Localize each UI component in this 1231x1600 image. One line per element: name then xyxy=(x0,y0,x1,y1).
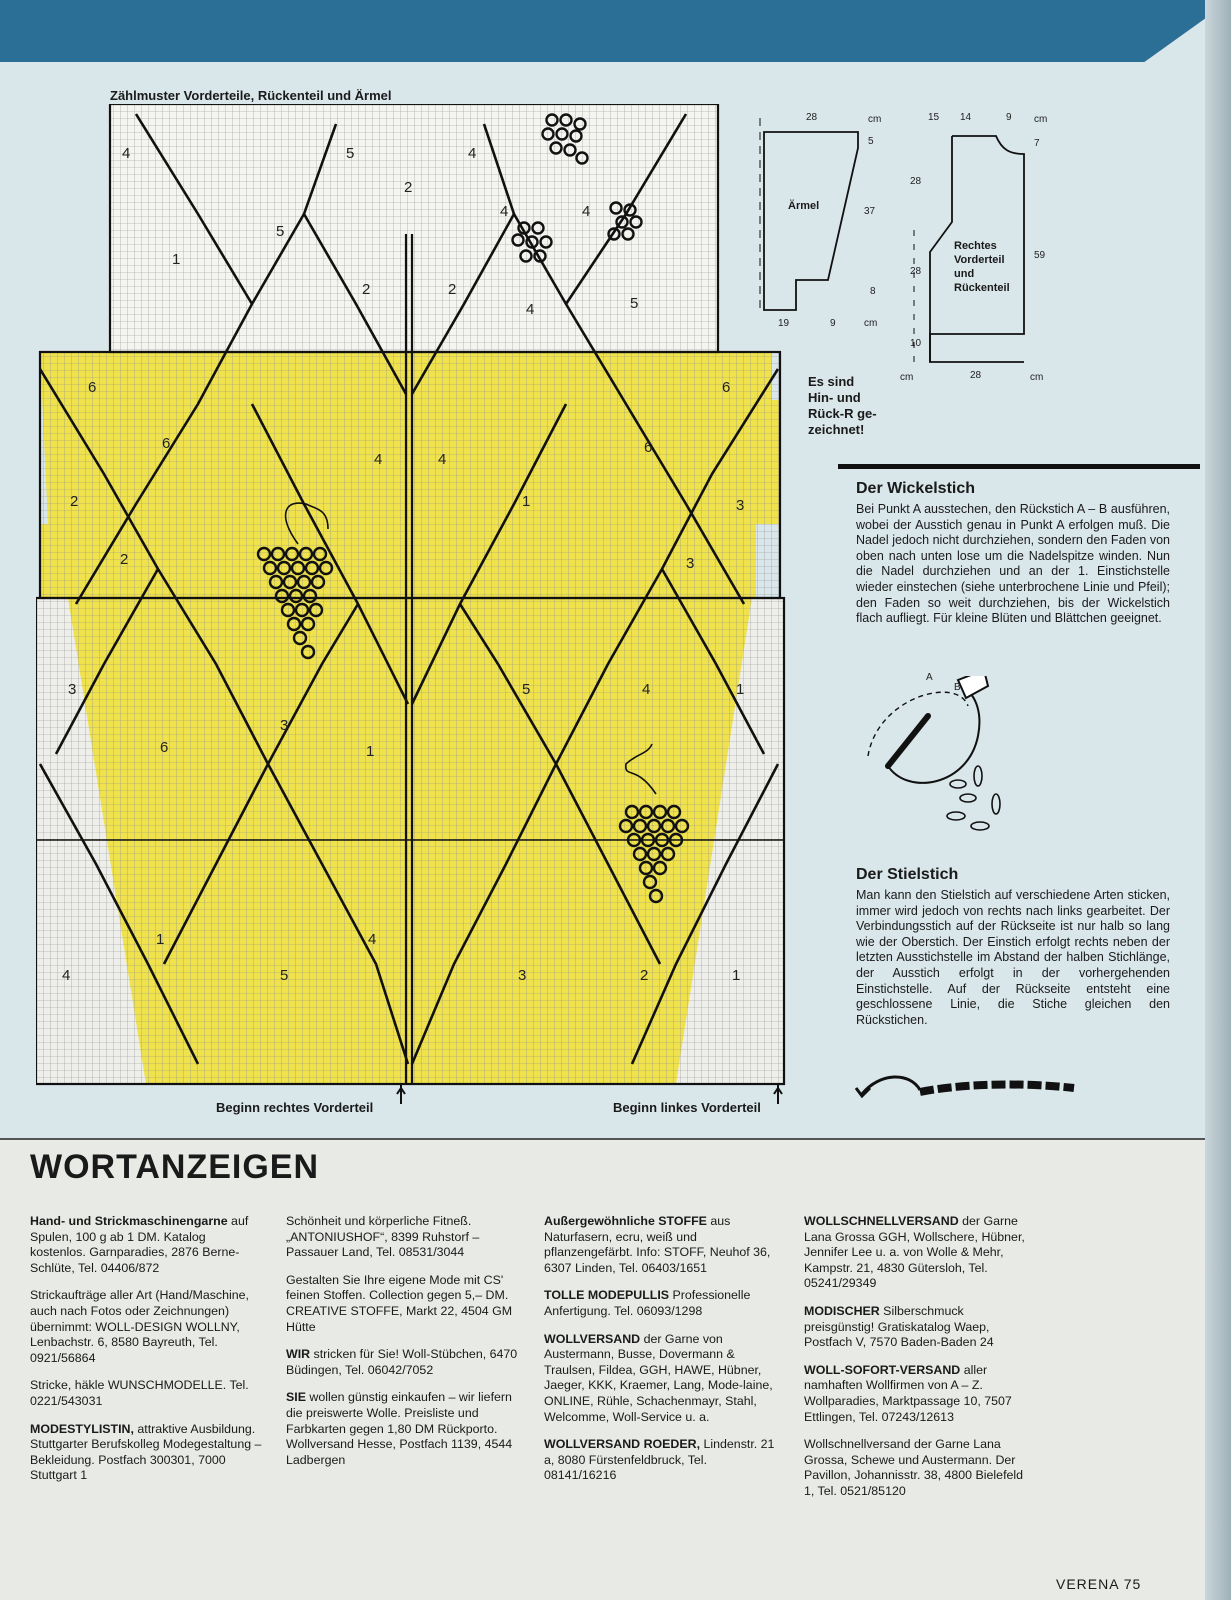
sleeve-dim: 8 xyxy=(870,286,876,297)
wickelstich-title: Der Wickelstich xyxy=(856,480,976,497)
sleeve-dim: 9 xyxy=(830,318,836,329)
sleeve-dim: 28 xyxy=(806,112,818,123)
note-line: Hin- und xyxy=(808,390,861,405)
front-back-dim: 10 xyxy=(910,338,922,349)
grid-number: 1 xyxy=(156,931,165,948)
grid-number: 4 xyxy=(526,301,535,318)
grid-number: 4 xyxy=(642,681,651,698)
knitting-chart xyxy=(36,104,792,1104)
grid-number: 4 xyxy=(468,145,477,162)
classified-ad: Gestalten Sie Ihre eigene Mode mit CS' feinen Stoffen. Collection gegen 5,– DM. CREATIVE STOFFE, Markt 22, 4504 GM Hütte xyxy=(286,1272,513,1334)
grid-number: 5 xyxy=(346,145,355,162)
sleeve-schematic xyxy=(758,110,898,340)
grid-number: 4 xyxy=(374,451,383,468)
chart-title: Zählmuster Vorderteile, Rückenteil und Ärmel xyxy=(110,88,392,103)
label-begin-right-front: Beginn rechtes Vorderteil xyxy=(216,1100,374,1115)
grid-number: 2 xyxy=(362,281,371,298)
grid-number: 2 xyxy=(120,551,129,568)
sleeve-outline xyxy=(758,110,898,340)
grid-number: 3 xyxy=(686,555,695,572)
front-back-label: Rückenteil xyxy=(954,282,1010,294)
grid-number: 3 xyxy=(280,717,289,734)
grid-number: 4 xyxy=(500,203,509,220)
stielstich-text: Man kann den Stielstich auf verschiedene Arten sticken, immer wird jedoch von rechts nach links gearbeitet. Der Verbindungsstich auf der Rückseite ist nur halb so lang wie der Oberstich. Der Einstich erfolgt rechts neben der letzten Ausstichstelle im Abstand der halben Stichlänge, der Ausstich erfolgt in der vorhergehenden Einstichstelle. Auf der Rückseite entsteht eine geschlossene Linie, die Stiche gleichen den Rückstichen. xyxy=(856,888,1170,1027)
sleeve-label: Ärmel xyxy=(788,200,820,212)
grid-number: 6 xyxy=(162,435,171,452)
front-back-label: Vorderteil xyxy=(954,254,1005,266)
grid-number: 5 xyxy=(630,295,639,312)
grid-number: 3 xyxy=(68,681,77,698)
wickelstich-illustration xyxy=(858,672,1058,856)
front-back-dim: 14 xyxy=(960,112,972,123)
grid-number: 1 xyxy=(522,493,531,510)
classified-ad: Wollschnellversand der Garne Lana Grossa, Schewe und Austermann. Der Pavillon, Johannisstr. 38, 4800 Bielefeld 1, Tel. 0521/85120 xyxy=(804,1437,1024,1498)
classified-ad: TOLLE MODEPULLIS Professionelle Anfertigung. Tel. 06093/1298 xyxy=(544,1288,751,1318)
grid-number: 6 xyxy=(644,439,653,456)
front-back-dim: 28 xyxy=(970,370,982,381)
front-back-dim: 28 xyxy=(910,176,922,187)
ads-column-3 xyxy=(544,1214,776,1496)
sleeve-dim: cm xyxy=(864,318,878,329)
top-color-band xyxy=(0,0,1231,62)
grid-number: 3 xyxy=(518,967,527,984)
note-line: Rück-R ge- xyxy=(808,406,877,421)
classified-ad: WOLL-SOFORT-VERSAND aller namhaften Wollfirmen von A – Z. Wollparadies, Marktpassage 10, 7507 Ettlingen, Tel. 07243/12613 xyxy=(804,1362,1012,1424)
grid-number: 4 xyxy=(62,967,71,984)
front-back-dim: 15 xyxy=(928,112,940,123)
ads-column-1 xyxy=(30,1214,262,1496)
stielstich-illustration xyxy=(850,1066,1090,1116)
classified-ad: Strickaufträge aller Art (Hand/Maschine, auch nach Fotos oder Zeichnungen) übernimmt: WOLL-DESIGN WOLLNY, Lenbachstr. 6, 8580 Bayreuth, Tel. 0921/56864 xyxy=(30,1288,249,1365)
grid-number: 5 xyxy=(276,223,285,240)
classified-ad: Außergewöhnliche STOFFE aus Naturfasern, ecru, weiß und pflanzengefärbt. Info: STOFF, Neuhof 36, 6307 Linden, Tel. 06403/1651 xyxy=(544,1214,771,1275)
classified-ad: WIR stricken für Sie! Woll-Stübchen, 6470 Büdingen, Tel. 06042/7052 xyxy=(286,1347,518,1377)
classified-ad: MODISCHER Silberschmuck preisgünstig! Gratiskatalog Waep, Postfach V, 7570 Baden-Baden 24 xyxy=(804,1303,994,1350)
grid-number: 1 xyxy=(732,967,741,984)
grid-number: 1 xyxy=(366,743,375,760)
wickelstich-text: Bei Punkt A ausstechen, den Rückstich A – B ausführen, wobei der Ausstich genau in Punkt A erfolgen muß. Die Nadel jedoch nicht durchziehen, sondern den Faden von oben nach unten lose um die Nadelspitze winden. Nun die Nadel durchziehen und an der 1. Einstichstelle wieder einstechen (siehe unterbrochene Linie und Pfeil); den Faden so weit durchziehen, bis der Wickelstich flach aufliegt. Für kleine Blüten und Blättchen geeignet. xyxy=(856,502,1170,626)
sleeve-dim: 19 xyxy=(778,318,790,329)
note-line: Es sind xyxy=(808,374,855,389)
grid-number: 2 xyxy=(70,493,79,510)
illustration-label-a: A xyxy=(926,672,933,683)
front-back-dim: cm xyxy=(1030,372,1044,383)
grid-number: 5 xyxy=(522,681,531,698)
grid-number: 4 xyxy=(582,203,591,220)
grid-number: 3 xyxy=(736,497,745,514)
front-back-schematic xyxy=(900,112,1070,388)
ads-divider xyxy=(0,1138,1205,1140)
front-back-dim: 28 xyxy=(910,266,922,277)
classified-ad: WOLLVERSAND der Garne von Austermann, Busse, Dovermann & Traulsen, Fildea, GGH, HAWE, Hübner, Jaeger, KKK, Kraemer, Lang, Mode-laine, ONLINE, Rühle, Schachenmayr, Stahl, Welcomme, Woll-Service u. a. xyxy=(544,1331,773,1424)
stem-stitch-drawing xyxy=(850,1066,1090,1116)
grid-number: 4 xyxy=(122,145,131,162)
label-begin-left-front: Beginn linkes Vorderteil xyxy=(613,1100,761,1115)
grid-number: 5 xyxy=(280,967,289,984)
front-back-dim: 9 xyxy=(1006,112,1012,123)
chart-svg xyxy=(36,104,792,1104)
sleeve-dim: cm xyxy=(868,114,882,125)
classified-ad: WOLLSCHNELLVERSAND der Garne Lana Grossa GGH, Wollschere, Hübner, Jennifer Lee u. a. von Wolle & Mehr, Kampstr. 21, 4830 Gütersloh, Tel. 05241/29349 xyxy=(804,1214,1025,1291)
grid-number: 4 xyxy=(368,931,377,948)
note-rows-drawn xyxy=(808,374,877,438)
grid-number: 1 xyxy=(736,681,745,698)
front-back-dim: cm xyxy=(900,372,914,383)
grid-number: 6 xyxy=(160,739,169,756)
front-back-label: Rechtes xyxy=(954,240,997,252)
front-back-dim: 7 xyxy=(1034,138,1040,149)
classified-ad: Hand- und Strickmaschinengarne auf Spulen, 100 g ab 1 DM. Katalog kostenlos. Garnparadies, 2876 Berne-Schlüte, Tel. 04406/872 xyxy=(30,1214,249,1275)
sleeve-dim: 37 xyxy=(864,206,876,217)
front-back-dim: 59 xyxy=(1034,250,1046,261)
classified-ad: MODESTYLISTIN, attraktive Ausbildung. Stuttgarter Berufskolleg Modegestaltung – Bekleidung. Postfach 300301, 7000 Stuttgart 1 xyxy=(30,1421,262,1483)
front-back-label: und xyxy=(954,268,975,280)
needle-drawing xyxy=(858,676,1058,856)
classified-ad: Schönheit und körperliche Fitneß. „ANTONIUSHOF“, 8399 Ruhstorf – Passauer Land, Tel. 08531/3044 xyxy=(286,1214,480,1260)
sleeve-dim: 5 xyxy=(868,136,874,147)
grid-number: 6 xyxy=(88,379,97,396)
classified-ad: Stricke, häkle WUNSCHMODELLE. Tel. 0221/543031 xyxy=(30,1378,249,1408)
classified-ad: SIE wollen günstig einkaufen – wir liefern die preiswerte Wolle. Preisliste und Farbkarten gegen 1,80 DM Rückporto. Wollversand Hesse, Postfach 1139, 4544 Ladbergen xyxy=(286,1390,513,1467)
front-back-dim: cm xyxy=(1034,114,1048,125)
grid-number: 2 xyxy=(448,281,457,298)
grid-number: 4 xyxy=(438,451,447,468)
grid-number: 2 xyxy=(640,967,649,984)
note-line: zeichnet! xyxy=(808,422,865,437)
ads-column-4 xyxy=(804,1214,1036,1512)
ads-title: WORTANZEIGEN xyxy=(30,1148,320,1186)
classified-ad: WOLLVERSAND ROEDER, Lindenstr. 21 a, 8080 Fürstenfeldbruck, Tel. 08141/16216 xyxy=(544,1437,775,1483)
grid-number: 6 xyxy=(722,379,731,396)
stielstich-title: Der Stielstich xyxy=(856,866,959,883)
grid-number: 1 xyxy=(172,251,181,268)
page-folio: VERENA 75 xyxy=(1056,1576,1142,1592)
section-rule xyxy=(838,464,1200,469)
ads-column-2 xyxy=(286,1214,518,1480)
page-spine-shadow xyxy=(1205,0,1231,1600)
grid-number: 2 xyxy=(404,179,413,196)
illustration-label-b: B xyxy=(954,682,961,693)
